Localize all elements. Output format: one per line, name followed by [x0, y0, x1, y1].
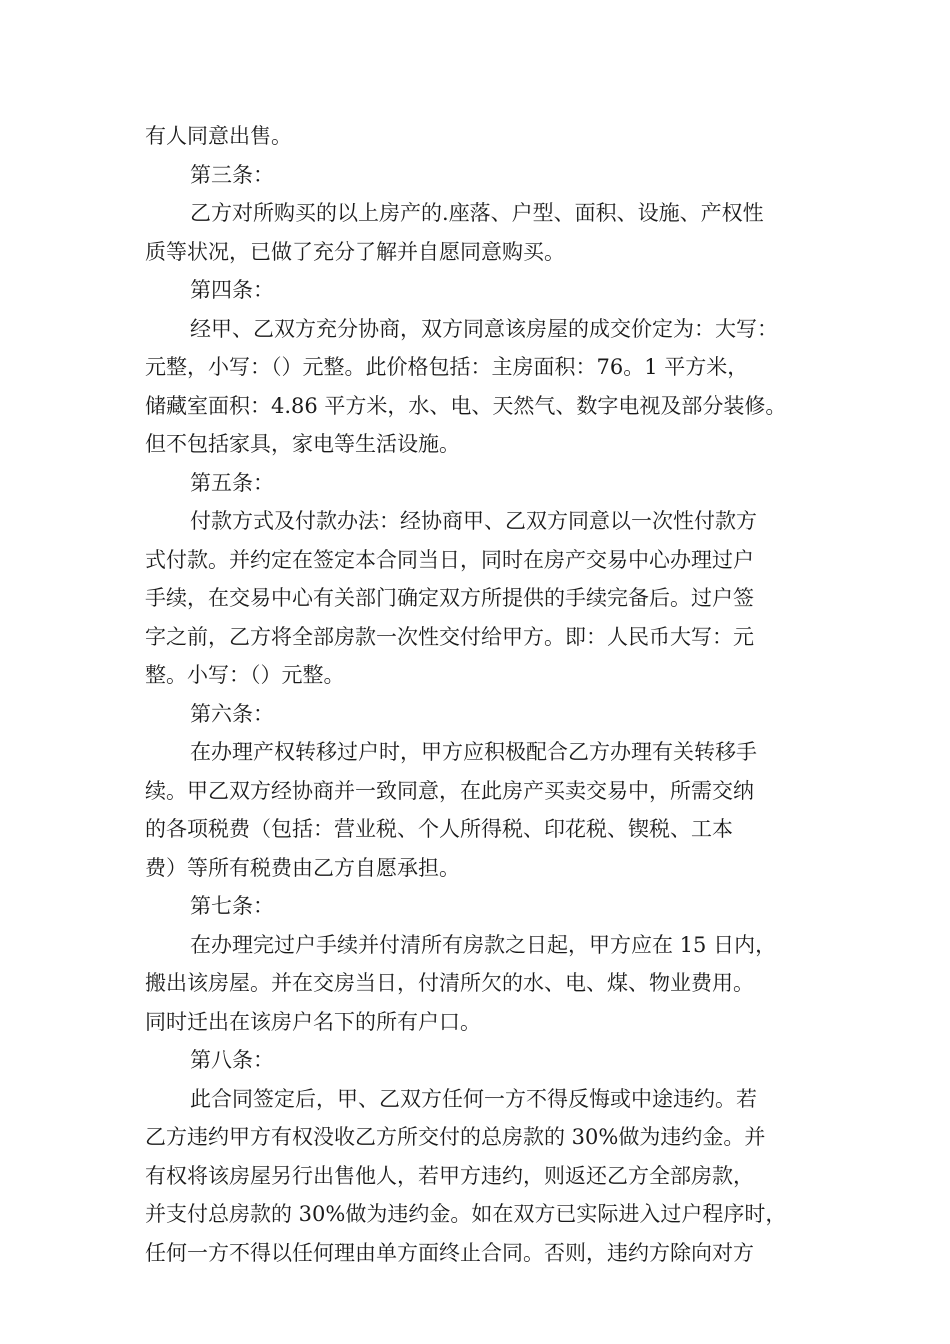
- text-line: 在办理产权转移过户时，甲方应积极配合乙方办理有关转移手: [190, 740, 757, 764]
- text-line: 字之前，乙方将全部房款一次性交付给甲方。即：人民币大写：元: [145, 624, 754, 649]
- text-line: 在办理完过户手续并付清所有房款之日起，甲方应在 15 日内，: [190, 932, 777, 957]
- text-line: 整。小写：（）元整。: [145, 663, 345, 687]
- text-line: 乙方违约甲方有权没收乙方所交付的总房款的 30%做为违约金。并: [145, 1125, 766, 1149]
- text-line: 有人同意出售。: [145, 124, 292, 148]
- text-line: 并支付总房款的 30%做为违约金。如在双方已实际进入过户程序时，: [145, 1202, 787, 1226]
- text-line: 第八条：: [190, 1048, 274, 1072]
- text-line: 经甲、乙双方充分协商，双方同意该房屋的成交价定为：大写：: [190, 316, 778, 341]
- text-line: 有权将该房屋另行出售他人，若甲方违约，则返还乙方全部房款，: [145, 1163, 754, 1188]
- text-line: 的各项税费（包括：营业税、个人所得税、印花税、锲税、工本: [145, 817, 733, 841]
- text-line: 第七条：: [190, 894, 274, 918]
- text-line: 费）等所有税费由乙方自愿承担。: [145, 855, 460, 880]
- text-line: 任何一方不得以任何理由单方面终止合同。否则，违约方除向对方: [145, 1240, 754, 1265]
- text-line: 元整，小写：（）元整。此价格包括：主房面积：76。1 平方米，: [145, 355, 749, 379]
- text-line: 此合同签定后，甲、乙双方任何一方不得反悔或中途违约。若: [190, 1086, 757, 1111]
- text-line: 续。甲乙双方经协商并一致同意，在此房产买卖交易中，所需交纳: [145, 778, 754, 803]
- text-line: 第五条：: [190, 470, 274, 495]
- text-line: 第六条：: [190, 701, 274, 726]
- text-line: 质等状况，已做了充分了解并自愿同意购买。: [145, 239, 565, 264]
- text-line: 储藏室面积：4.86 平方米，水、电、天然气、数字电视及部分装修。: [145, 393, 787, 418]
- text-line: 乙方对所购买的以上房产的.座落、户型、面积、设施、产权性: [190, 201, 764, 225]
- text-line: 手续，在交易中心有关部门确定双方所提供的手续完备后。过户签: [145, 586, 754, 610]
- text-line: 但不包括家具，家电等生活设施。: [145, 432, 460, 456]
- text-line: 第三条：: [190, 162, 274, 187]
- text-line: 付款方式及付款办法：经协商甲、乙双方同意以一次性付款方: [190, 509, 757, 533]
- text-line: 搬出该房屋。并在交房当日，付清所欠的水、电、煤、物业费用。: [145, 971, 754, 995]
- text-line: 同时迁出在该房户名下的所有户口。: [145, 1009, 481, 1034]
- text-line: 式付款。并约定在签定本合同当日，同时在房产交易中心办理过户: [145, 547, 754, 572]
- text-line: 第四条：: [190, 278, 274, 302]
- document-body: [145, 117, 835, 1272]
